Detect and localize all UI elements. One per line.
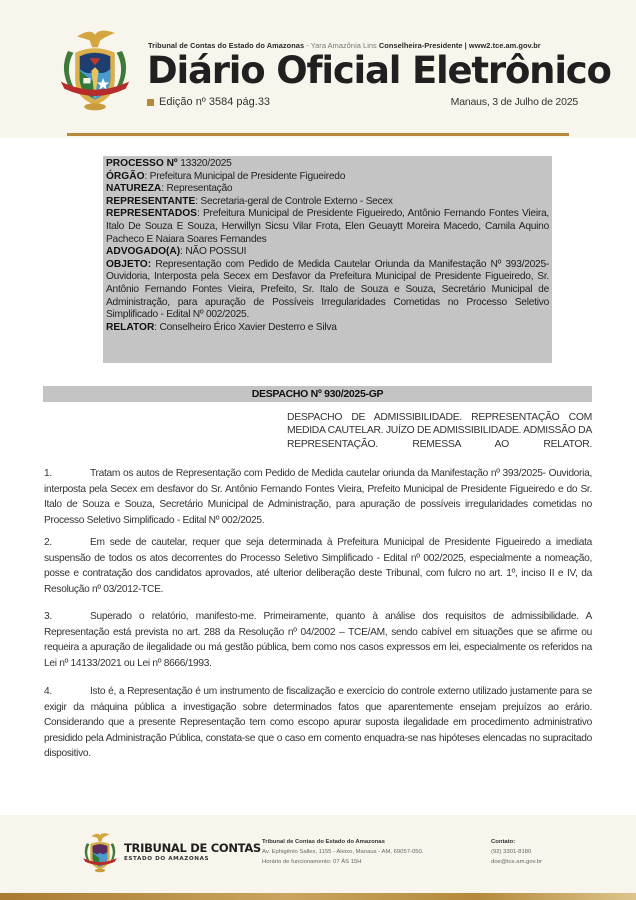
- field-value: Secretaria-geral de Controle Externo - Secex: [200, 195, 393, 207]
- header-website-link[interactable]: www2.tce.am.gov.br: [468, 41, 541, 50]
- field-label: ADVOGADO(A): [106, 246, 181, 258]
- field-label: PROCESSO Nº: [106, 158, 178, 169]
- field-value: Representação: [166, 183, 233, 195]
- paragraph: [44, 466, 592, 528]
- footer-phone[interactable]: (92) 3301-8180: [491, 849, 532, 855]
- process-field: [106, 322, 549, 335]
- field-sep: :: [161, 183, 167, 195]
- footer-address-block: [262, 837, 423, 867]
- field-sep: :: [180, 246, 186, 258]
- process-field: [106, 196, 549, 209]
- process-field: [106, 208, 549, 246]
- field-label: RELATOR: [106, 321, 155, 333]
- tce-am-coat-of-arms-icon: [50, 24, 140, 114]
- process-info-box: [103, 156, 552, 363]
- paragraph: [44, 535, 592, 597]
- paragraph-text: Isto é, a Representação é um instrumento de fiscalização e exercício do controle externo utilizado justamente para se exigir da máquina pública a investigação sobre determinados fatos que aparentemente ensejam prejuízos ao erário. Considerando que a presente Representação tem como escopo apurar suposta ilegalidade em procedimento administrativo presidido pela Administração Pública, constata-se que o caso em comento enquadra-se nas hipóteses elencadas no supracitado dispositivo.: [44, 686, 592, 760]
- page-header: [0, 0, 636, 138]
- field-sep: :: [195, 195, 201, 207]
- page-footer: [0, 815, 636, 900]
- tce-am-coat-of-arms-icon: [78, 829, 122, 875]
- footer-brand-name: TRIBUNAL DE CONTAS: [124, 841, 261, 855]
- field-value: Conselheiro Érico Xavier Desterro e Silva: [159, 321, 337, 333]
- paragraph-text: Superado o relatório, manifesto-me. Primeiramente, quanto à análise dos requisitos de admissibilidade. A Representação está prevista no art. 288 da Resolução nº 04/2002 – TCE/AM, sendo cabível em situações que se afirme ou requeira a apuração de ilegalidade ou má gestão pública, bem como nos casos expressos em lei, especialmente os referidos na Lei nº 14133/2021 ou Lei nº 8666/1993.: [44, 611, 592, 669]
- process-field: [106, 183, 549, 196]
- field-label: OBJETO:: [106, 258, 152, 270]
- header-org-name: Tribunal de Contas do Estado do Amazonas: [148, 41, 305, 50]
- publication-date: Manaus, 3 de Julho de 2025: [450, 96, 578, 108]
- field-label: NATUREZA: [106, 183, 162, 195]
- field-value: Prefeitura Municipal de Presidente Figueiredo: [149, 170, 346, 182]
- header-divider-rule: [67, 133, 569, 136]
- paragraph: [44, 609, 592, 671]
- footer-contact-block: [491, 837, 542, 867]
- despacho-ementa: DESPACHO DE ADMISSIBILIDADE. REPRESENTAÇÃO COM MEDIDA CAUTELAR. JUÍZO DE ADMISSIBILIDADE. ADMISSÃO DA REPRESENTAÇÃO. REMESSA AO RELATOR.: [287, 412, 592, 450]
- field-label: REPRESENTADOS: [106, 208, 197, 220]
- publication-title: Diário Oficial Eletrônico: [147, 49, 611, 92]
- footer-hours: Horário de funcionamento: 07 ÀS 15H: [262, 859, 362, 865]
- field-sep: :: [154, 321, 160, 333]
- header-president-title: Conselheira-Presidente: [378, 41, 463, 50]
- process-field: [106, 158, 549, 171]
- footer-email-link[interactable]: doe@tce.am.gov.br: [491, 859, 543, 865]
- paragraph-text: Tratam os autos de Representação com Pedido de Medida cautelar oriunda da Manifestação nº 393/2025- Ouvidoria, interposta pela Secex em desfavor do Sr. Antônio Fernando Fontes Vieira, Prefeito Municipal de Presidente Figueiredo e do Sr. Italo de Souza e Souza, Secretário Municipal de Administração, para apuração de possíveis irregularidades cometidas no Processo Seletivo Simplificado - Edital Nº 002/2025.: [44, 468, 592, 526]
- paragraph-number: 3.: [44, 611, 52, 622]
- paragraph-text: Em sede de cautelar, requer que seja determinada à Prefeitura Municipal de Presidente Figueiredo a imediata suspensão de todos os atos decorrentes do Processo Seletivo Simplificado - Edital nº 002/2025, especialmente a nomeação, posse e contratação dos candidatos aprovados, até ulterior deliberação deste Tribunal, com fulcro no art. 1º, inciso II e IV, da Resolução nº 03/2012-TCE.: [44, 537, 592, 595]
- edition-number: Edição nº 3584 pág.33: [159, 96, 271, 108]
- square-bullet-icon: [147, 99, 154, 106]
- field-value: Prefeitura Municipal de Presidente Figueiredo, Antônio Fernando Fontes Vieira, Italo De Souza E Souza, Herwillyn Sicsu Vilar Frota, Elen Geuaytt Moreira Macedo, Camila Aquino Pacheco E Naiara Soares Fernandes: [106, 208, 549, 245]
- process-field: [106, 259, 549, 322]
- footer-brand-state: ESTADO DO AMAZONAS: [124, 856, 210, 862]
- field-sep: :: [144, 170, 150, 182]
- field-label: REPRESENTANTE: [106, 195, 196, 207]
- header-president-name: Yara Amazônia Lins: [310, 41, 377, 50]
- footer-brand: [124, 842, 261, 862]
- footer-gold-bar: [0, 893, 636, 900]
- field-value: 13320/2025: [180, 158, 232, 169]
- footer-address-title: Tribunal de Contas do Estado do Amazonas: [262, 839, 385, 845]
- header-separator: -: [304, 41, 311, 50]
- process-field: [106, 246, 549, 259]
- paragraph-number: 4.: [44, 686, 52, 697]
- footer-address: Av. Ephigênio Salles, 1155 - Aleixo, Manaus - AM, 69057-050.: [262, 849, 424, 855]
- field-value: Representação com Pedido de Medida Cautelar Oriunda da Manifestação Nº 393/2025- Ouvidoria, Interposta pela Secex em Desfavor da Prefeitura Municipal de Presidente Figueiredo, Sr. Antônio Fernando Fontes Vieira, Prefeito, Sr. Italo de Souza e Souza, Secretário Municipal de Administração, para apuração de Possíveis Irregularidades Cometidas no Processo Seletivo Simplificado - Edital Nº 002/2025.: [106, 258, 549, 321]
- edition-info: [147, 96, 270, 108]
- footer-contact-title: Contato:: [491, 839, 516, 845]
- field-sep: :: [196, 208, 204, 220]
- paragraph-number: 1.: [44, 468, 52, 479]
- header-divider: |: [462, 41, 469, 50]
- field-label: ÓRGÃO: [106, 170, 145, 182]
- despacho-title: DESPACHO Nº 930/2025-GP: [43, 386, 592, 402]
- paragraph-number: 2.: [44, 537, 52, 548]
- field-value: NÃO POSSUI: [185, 246, 247, 258]
- process-field: [106, 171, 549, 184]
- paragraph: [44, 684, 592, 762]
